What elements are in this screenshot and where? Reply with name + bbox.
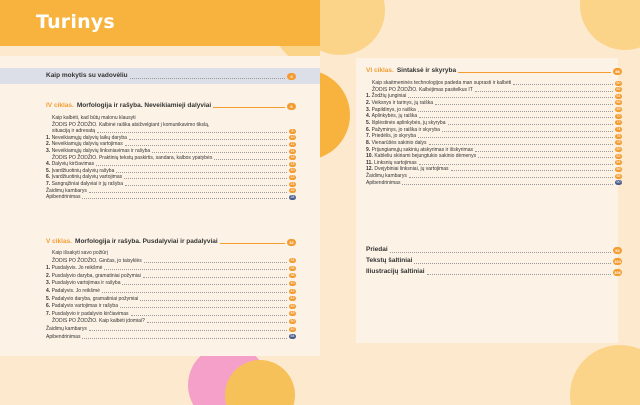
toc-item-label: ŽODIS PO ŽODŽIO. Praktinių tekstų paskirtis, sandara, kalbos ypatybės — [52, 154, 213, 161]
page-badge: 18 — [290, 161, 295, 166]
page-title: Turinys — [36, 11, 115, 33]
leader-dots — [130, 74, 285, 79]
leader-dots — [131, 312, 287, 316]
leader-dots — [435, 101, 613, 105]
section-heading[interactable] — [46, 238, 296, 246]
toc-item-label: situaciją ir adresatą — [52, 128, 96, 135]
appendix-label: Tekstų šaltiniai — [366, 257, 413, 264]
page-badge: 12 — [290, 141, 295, 146]
cycle-label: V ciklas. — [46, 238, 73, 245]
toc-item[interactable] — [46, 326, 296, 332]
toc-item-label: 3. Papildinys, jo raiška — [366, 106, 416, 113]
toc-item[interactable] — [372, 87, 622, 93]
cycle-label: IV ciklas. — [46, 102, 74, 109]
leader-dots — [478, 154, 613, 158]
toc-item-label: 9. Prijungiamųjų sakinių atskyrimas ir išskyrimas — [366, 146, 473, 153]
toc-item[interactable] — [46, 181, 296, 187]
toc-item-label: 6. Įvardžiuotinių dalyvių vartojimas — [46, 174, 123, 181]
toc-item-label: 7. Sangrąžiniai dalyviai ir jų rašyba — [46, 181, 123, 187]
page-badge: 24 — [290, 181, 295, 186]
toc-item-label: Apibendrinimas — [366, 179, 401, 186]
item-number: 4. — [46, 161, 52, 168]
page-badge: 38 — [290, 273, 295, 278]
item-number: 2. — [46, 272, 52, 279]
toc-item-label: 3. Pusdalyvio vartojimas ir rašyba — [46, 280, 121, 287]
toc-item-label: ŽODIS PO ŽODŽIO. Kalbėjimas pasitelkus IT — [372, 86, 473, 93]
toc-item-label: ŽODIS PO ŽODŽIO. Kalbinė raiška atsižvelgiant į komunikavimo tikslą, — [52, 121, 210, 128]
leader-dots — [116, 169, 287, 173]
toc-item[interactable] — [366, 107, 622, 113]
page-badge: 14 — [290, 148, 295, 153]
page-badge: 16 — [290, 155, 295, 160]
toc-item[interactable] — [366, 127, 622, 133]
deco-circle — [570, 345, 640, 405]
title-bar — [0, 0, 320, 46]
section-heading[interactable] — [46, 102, 296, 110]
toc-intro-row[interactable] — [46, 72, 296, 80]
appendix-label: Priedai — [366, 246, 388, 253]
leader-dots — [513, 81, 613, 85]
leader-dots — [408, 94, 613, 98]
toc-item[interactable] — [366, 180, 622, 186]
leader-dots — [129, 136, 287, 140]
toc-item-label: 2. Neveikiamųjų dalyvių vartojimas — [46, 141, 123, 148]
toc-item-label: Kaip išsakyti savo požiūrį — [52, 250, 108, 256]
page-badge: 60 — [616, 80, 621, 85]
toc-item-label: 5. Įvardžiuotinių dalyvių rašyba — [46, 167, 115, 174]
page-badge: 66 — [616, 100, 621, 105]
page-badge: 8 — [289, 129, 296, 134]
leader-dots — [97, 129, 287, 133]
heading-rule — [458, 69, 611, 73]
page-badge: 26 — [290, 188, 295, 193]
page-badge: 86 — [616, 166, 621, 171]
page-badge: 62 — [616, 87, 621, 92]
page-badge: 58 — [613, 68, 622, 75]
leader-dots — [451, 167, 613, 171]
toc-item[interactable] — [46, 273, 296, 279]
leader-dots — [102, 289, 287, 293]
toc-item[interactable] — [46, 141, 296, 147]
toc-item-label: 1. Žodžių junginiai — [366, 93, 407, 100]
page-badge: 74 — [616, 127, 621, 132]
toc-item[interactable] — [52, 250, 296, 256]
item-number: 8. — [366, 139, 372, 146]
leader-dots — [414, 259, 611, 264]
item-number: 1. — [366, 93, 372, 100]
toc-item-label: 2. Veiksnys ir tarinys, jų raiška — [366, 99, 433, 106]
leader-dots — [104, 266, 287, 270]
item-number: 6. — [46, 174, 52, 181]
page-badge: 70 — [616, 113, 621, 118]
page-badge: 76 — [616, 133, 621, 138]
leader-dots — [214, 156, 287, 160]
leader-dots — [89, 189, 287, 193]
right-page — [320, 0, 640, 405]
page-badge: 82 — [616, 153, 621, 158]
toc-item[interactable] — [366, 153, 622, 159]
toc-item-label: ŽODIS PO ŽODŽIO. Kaip kalbėti įdomiai? — [52, 318, 145, 325]
appendix-label: Iliustracijų šaltiniai — [366, 268, 425, 275]
toc-item[interactable] — [366, 93, 622, 99]
toc-item[interactable] — [46, 265, 296, 271]
leader-dots — [144, 259, 287, 263]
page-badge: 28 — [290, 194, 295, 199]
toc-item[interactable] — [46, 303, 296, 309]
leader-dots — [442, 128, 613, 132]
leader-dots — [419, 161, 613, 165]
leader-dots — [419, 114, 613, 118]
leader-dots — [122, 281, 287, 285]
toc-item[interactable] — [46, 161, 296, 167]
toc-item-label: Žaidimų kambarys — [46, 326, 87, 332]
page-badge: 90 — [616, 180, 621, 185]
item-number: 7. — [46, 310, 52, 317]
toc-item[interactable] — [52, 155, 296, 161]
leader-dots — [429, 141, 613, 145]
toc-item[interactable] — [46, 280, 296, 286]
item-number: 7. — [46, 181, 52, 187]
leader-dots — [475, 148, 613, 152]
item-number: 3. — [46, 148, 52, 154]
item-number: 4. — [366, 113, 372, 120]
leader-dots — [147, 319, 287, 323]
toc-item[interactable] — [46, 311, 296, 317]
section-heading[interactable] — [366, 67, 622, 75]
page-badge: 4 — [287, 73, 296, 80]
toc-item[interactable] — [52, 258, 296, 264]
toc-item[interactable] — [52, 318, 296, 324]
toc-item[interactable] — [366, 140, 622, 146]
heading-rule — [213, 104, 285, 108]
page-badge: 78 — [616, 140, 621, 145]
page-badge: 88 — [616, 173, 621, 178]
page-badge: 64 — [616, 93, 621, 98]
page-badge: 106 — [614, 269, 621, 275]
toc-item-label: 7. Pusdalyvio ir padalyvio kirčiavimas — [46, 310, 129, 317]
toc-item-label: Žaidimų kambarys — [46, 187, 87, 194]
item-number: 5. — [46, 295, 52, 302]
toc-item-label: 7. Priedėlis, jo skyryba — [366, 133, 417, 140]
toc-item[interactable] — [366, 147, 622, 153]
page-badge: 104 — [614, 258, 621, 264]
leader-dots — [143, 274, 287, 278]
toc-item-label: Žaidimų kambarys — [366, 173, 407, 180]
toc-item-label: 6. Pažyminys, jo raiška ir skyryba — [366, 126, 440, 133]
toc-item-label: ŽODIS PO ŽODŽIO. Ginčas, jo taisyklės — [52, 257, 142, 264]
toc-item[interactable] — [46, 135, 296, 141]
toc-item-label: 8. Vienarūšės sakinio dalys — [366, 139, 427, 146]
item-number: 12. — [366, 166, 375, 173]
leader-dots — [402, 181, 613, 185]
toc-item[interactable] — [46, 168, 296, 174]
leader-dots — [82, 335, 287, 339]
toc-item[interactable] — [372, 80, 622, 86]
item-number: 6. — [46, 303, 52, 310]
toc-item-label: 5. Išplėstinės aplinkybės, jų skyryba — [366, 119, 446, 126]
page-badge: 36 — [290, 265, 295, 270]
item-number: 3. — [366, 106, 372, 113]
toc-item-label: Apibendrinimas — [46, 333, 81, 340]
leader-dots — [120, 304, 287, 308]
toc-item-label: 2. Pusdalyvio daryba, gramatiniai požymiai — [46, 272, 141, 279]
cycle-label: VI ciklas. — [366, 67, 394, 74]
leader-dots — [418, 108, 613, 112]
item-number: 3. — [46, 280, 52, 287]
toc-item-label: 6. Padalyvio vartojimas ir rašyba — [46, 303, 118, 310]
page-badge: 22 — [290, 174, 295, 179]
page-badge: 68 — [616, 107, 621, 112]
toc-item[interactable] — [46, 174, 296, 180]
leader-dots — [448, 121, 614, 125]
toc-item[interactable] — [46, 296, 296, 302]
leader-dots — [418, 134, 613, 138]
leader-dots — [152, 149, 287, 153]
appendix-row[interactable] — [366, 246, 622, 254]
toc-item[interactable] — [366, 133, 622, 139]
toc-intro-label: Kaip mokytis su vadovėliu — [46, 72, 128, 79]
page-badge: 84 — [616, 160, 621, 165]
toc-item-label: 10. Kableliu skiriami bejungtukio sakinio dėmenys — [366, 153, 477, 160]
page-badge: 6 — [287, 103, 296, 110]
deco-circle — [580, 0, 640, 50]
item-number: 7. — [366, 133, 372, 140]
leader-dots — [427, 270, 611, 275]
cycle-title: Sintaksė ir skyryba — [396, 67, 457, 74]
item-number: 5. — [366, 119, 372, 126]
toc-item-label: 5. Padalyvio daryba, gramatiniai požymiai — [46, 295, 139, 302]
page-badge: 20 — [290, 168, 295, 173]
page-badge: 48 — [290, 311, 295, 316]
appendix-row[interactable] — [366, 268, 622, 276]
heading-rule — [220, 240, 285, 244]
page-badge: 42 — [290, 288, 295, 293]
page-badge: 80 — [616, 147, 621, 151]
toc-item-label: Kaip skaitmeninės technologijos padeda man suprasti ir kalbėti — [372, 80, 512, 86]
leader-dots — [82, 195, 287, 199]
item-number: 9. — [366, 146, 372, 153]
toc-item-label: Apibendrinimas — [46, 194, 81, 201]
item-number: 10. — [366, 153, 375, 160]
leader-dots — [475, 88, 613, 92]
toc-item-label: 4. Dalyvių kirčiavimas — [46, 161, 95, 168]
toc-item[interactable] — [46, 148, 296, 154]
toc-item-label: 4. Aplinkybės, jų raiška — [366, 113, 418, 120]
toc-item[interactable] — [46, 288, 296, 294]
page-badge: 34 — [290, 258, 295, 263]
item-number: 2. — [366, 99, 372, 106]
leader-dots — [390, 248, 611, 253]
toc-item[interactable] — [52, 115, 296, 121]
toc-item-label: 1. Pusdalyvis. Jo reikšmė — [46, 265, 103, 272]
item-number: 2. — [46, 141, 52, 148]
toc-item-label: 1. Neveikiamųjų dalyvių laikų daryba — [46, 134, 127, 141]
toc-item[interactable] — [366, 100, 622, 106]
item-number: 5. — [46, 167, 52, 174]
toc-item[interactable] — [366, 113, 622, 119]
leader-dots — [125, 142, 287, 146]
item-number: 6. — [366, 126, 372, 133]
toc-item-label: 12. Dvejybiniai linksniai, jų vartojimas — [366, 166, 449, 173]
toc-item[interactable] — [46, 334, 296, 340]
toc-item[interactable] — [366, 120, 622, 126]
toc-item[interactable] — [366, 173, 622, 179]
item-number: 4. — [46, 288, 52, 294]
page-badge: 72 — [616, 120, 621, 125]
page-badge: 92 — [613, 247, 622, 254]
page-badge: 54 — [290, 334, 295, 339]
toc-item[interactable] — [46, 194, 296, 200]
page-badge: 10 — [290, 135, 295, 140]
item-number: 11. — [366, 159, 375, 166]
page-badge: 32 — [287, 239, 296, 246]
page-badge: 44 — [290, 296, 295, 301]
leader-dots — [140, 297, 287, 301]
page-badge: 46 — [290, 303, 295, 308]
deco-circle — [320, 70, 350, 160]
appendix-row[interactable] — [366, 257, 622, 265]
toc-item-label: Kaip kalbėti, kad būtų malonu klausyti — [52, 115, 136, 121]
deco-circle — [320, 0, 385, 55]
item-number: 1. — [46, 265, 52, 272]
page-badge: 40 — [290, 280, 295, 285]
toc-item[interactable] — [366, 160, 622, 166]
toc-item[interactable] — [366, 166, 622, 172]
leader-dots — [124, 175, 287, 179]
cycle-title: Morfologija ir rašyba. Pusdalyviai ir padalyviai — [75, 238, 218, 245]
cycle-title: Morfologija ir rašyba. Neveikiamieji dalyviai — [76, 102, 212, 109]
toc-item-label: 11. Linksnių vartojimas — [366, 159, 417, 166]
item-number: 1. — [46, 134, 52, 141]
leader-dots — [89, 327, 287, 331]
page-badge: 50 — [290, 318, 295, 323]
leader-dots — [96, 162, 287, 166]
toc-item[interactable] — [52, 122, 296, 128]
toc-item[interactable] — [46, 188, 296, 194]
leader-dots — [125, 182, 287, 186]
toc-item-label: 4. Padalyvis. Jo reikšmė — [46, 288, 100, 294]
toc-item-label: 3. Neveikiamųjų dalyvių linksniavimas ir rašyba — [46, 148, 151, 154]
toc-item[interactable] — [52, 128, 296, 134]
page-badge: 52 — [290, 326, 295, 331]
leader-dots — [409, 174, 613, 178]
